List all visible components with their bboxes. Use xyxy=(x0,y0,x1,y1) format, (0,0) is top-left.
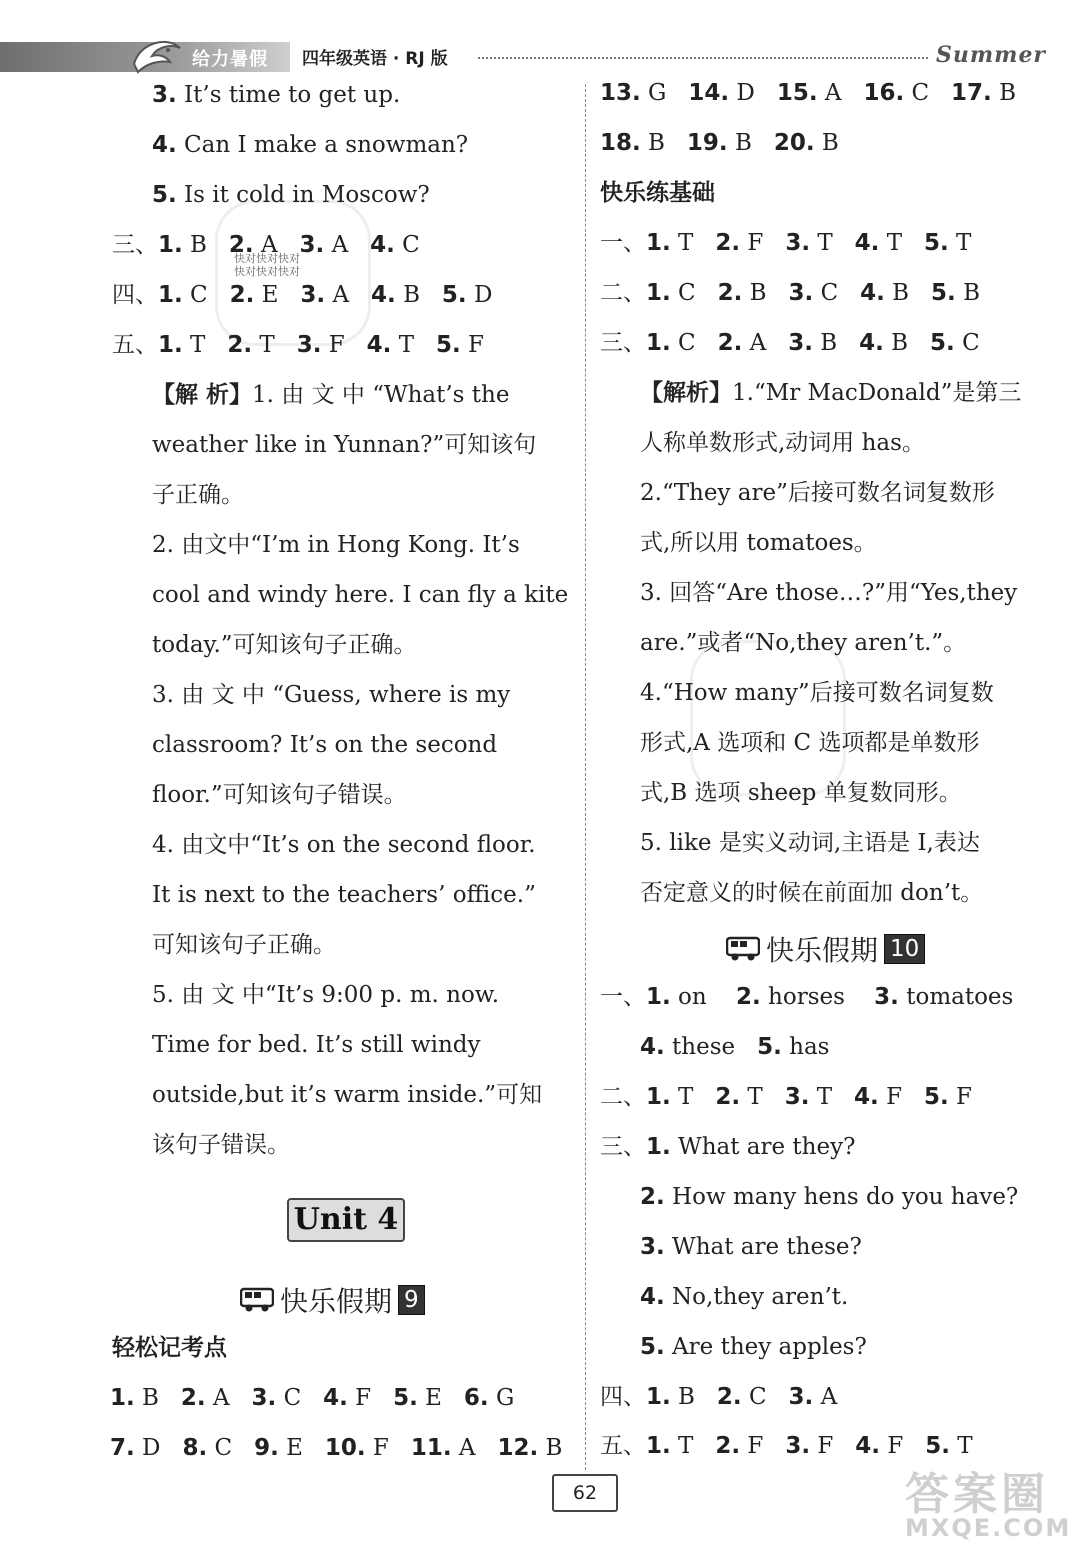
analysis-line: classroom? It’s on the second xyxy=(152,732,498,758)
answer-row: 五、1. T 2. T 3. F 4. T 5. F xyxy=(112,332,485,358)
analysis-line: are.”或者“No,they aren’t.”。 xyxy=(640,630,967,656)
answer-row: 4. these 5. has xyxy=(640,1034,830,1060)
analysis-line: 【解 析】1. 由 文 中 “What’s the xyxy=(152,382,510,408)
site-watermark-bottom: MXQE.COM xyxy=(905,1514,1072,1542)
answer-row: 1. B 2. A 3. C 4. F 5. E 6. G xyxy=(110,1385,515,1411)
analysis-line: 4.“How many”后接可数名词复数 xyxy=(640,680,994,706)
stamp-text: 快对快对快对 快对快对快对 xyxy=(234,252,300,278)
subsection-title: 快乐练基础 xyxy=(600,180,715,206)
faint-watermark-right xyxy=(690,640,846,796)
answer-row: 一、1. on 2. horses 3. tomatoes xyxy=(600,984,1014,1010)
bus-icon xyxy=(240,1287,274,1313)
summer-logo: Summer xyxy=(936,42,1047,68)
analysis-line: 5. like 是实义动词,主语是 I,表达 xyxy=(640,830,980,856)
analysis-line: 否定意义的时候在前面加 don’t。 xyxy=(640,880,984,906)
answer-row: 18. B 19. B 20. B xyxy=(600,130,839,156)
section-title-10: 快乐假期 10 xyxy=(726,929,925,969)
answer-row: 三、1. B 2. A 3. A 4. C xyxy=(112,232,420,258)
analysis-line: today.”可知该句子正确。 xyxy=(152,632,417,658)
analysis-line: 式,所以用 tomatoes。 xyxy=(640,530,877,556)
analysis-line: cool and windy here. I can fly a kite xyxy=(152,582,569,608)
analysis-line: outside,but it’s warm inside.”可知 xyxy=(152,1082,543,1108)
answer-row: 二、1. C 2. B 3. C 4. B 5. B xyxy=(600,280,980,306)
analysis-line: 2.“They are”后接可数名词复数形 xyxy=(640,480,995,506)
answer-line: 5. Are they apples? xyxy=(640,1334,867,1360)
answer-row: 13. G 14. D 15. A 16. C 17. B xyxy=(600,80,1017,106)
answer-line: 4. No,they aren’t. xyxy=(640,1284,849,1310)
analysis-line: 该句子错误。 xyxy=(152,1132,290,1158)
analysis-line: floor.”可知该句子错误。 xyxy=(152,782,407,808)
answer-line: 3. It’s time to get up. xyxy=(152,82,401,108)
analysis-line: 【解析】1.“Mr MacDonald”是第三 xyxy=(640,380,1022,406)
analysis-line: 可知该句子正确。 xyxy=(152,932,336,958)
analysis-line: It is next to the teachers’ office.” xyxy=(152,882,536,908)
answer-row: 7. D 8. C 9. E 10. F 11. A 12. B xyxy=(110,1435,563,1461)
analysis-line: 4. 由文中“It’s on the second floor. xyxy=(152,832,536,858)
analysis-line: 2. 由文中“I’m in Hong Kong. It’s xyxy=(152,532,520,558)
answer-row: 四、1. C 2. E 3. A 4. B 5. D xyxy=(112,282,493,308)
answer-line: 4. Can I make a snowman? xyxy=(152,132,469,158)
analysis-line: weather like in Yunnan?”可知该句 xyxy=(152,432,537,458)
answer-row: 五、1. T 2. F 3. F 4. F 5. T xyxy=(600,1433,973,1459)
subsection-title: 轻松记考点 xyxy=(112,1335,227,1361)
answer-line: 5. Is it cold in Moscow? xyxy=(152,182,430,208)
answer-row: 四、1. B 2. C 3. A xyxy=(600,1384,838,1410)
answer-line: 三、1. What are they? xyxy=(600,1134,856,1160)
dolphin-logo-icon xyxy=(128,34,186,78)
unit-label: Unit 4 xyxy=(287,1198,405,1242)
page-header xyxy=(0,38,1080,78)
answer-row: 二、1. T 2. T 3. T 4. F 5. F xyxy=(600,1084,973,1110)
column-divider xyxy=(585,84,586,1470)
analysis-line: 3. 回答“Are those…?”用“Yes,they xyxy=(640,580,1018,606)
analysis-line: 人称单数形式,动词用 has。 xyxy=(640,430,925,456)
analysis-line: 3. 由 文 中 “Guess, where is my xyxy=(152,682,511,708)
answer-line: 2. How many hens do you have? xyxy=(640,1184,1019,1210)
bus-icon xyxy=(726,936,760,962)
analysis-line: 式,B 选项 sheep 单复数同形。 xyxy=(640,780,962,806)
header-subject: 四年级英语 · RJ 版 xyxy=(302,49,448,69)
answer-row: 一、1. T 2. F 3. T 4. T 5. T xyxy=(600,230,972,256)
analysis-line: 5. 由 文 中“It’s 9:00 p. m. now. xyxy=(152,982,500,1008)
answer-line: 3. What are these? xyxy=(640,1234,862,1260)
section-title-9: 快乐假期 9 xyxy=(240,1280,425,1320)
header-brand: 给力暑假 xyxy=(192,49,268,70)
header-dotted-rule xyxy=(478,57,928,59)
page-number: 62 xyxy=(552,1474,618,1512)
analysis-line: Time for bed. It’s still windy xyxy=(152,1032,481,1058)
answer-row: 三、1. C 2. A 3. B 4. B 5. C xyxy=(600,330,980,356)
site-watermark-top: 答案圈 xyxy=(905,1469,1049,1520)
analysis-line: 形式,A 选项和 C 选项都是单数形 xyxy=(640,730,980,756)
analysis-line: 子正确。 xyxy=(152,482,244,508)
